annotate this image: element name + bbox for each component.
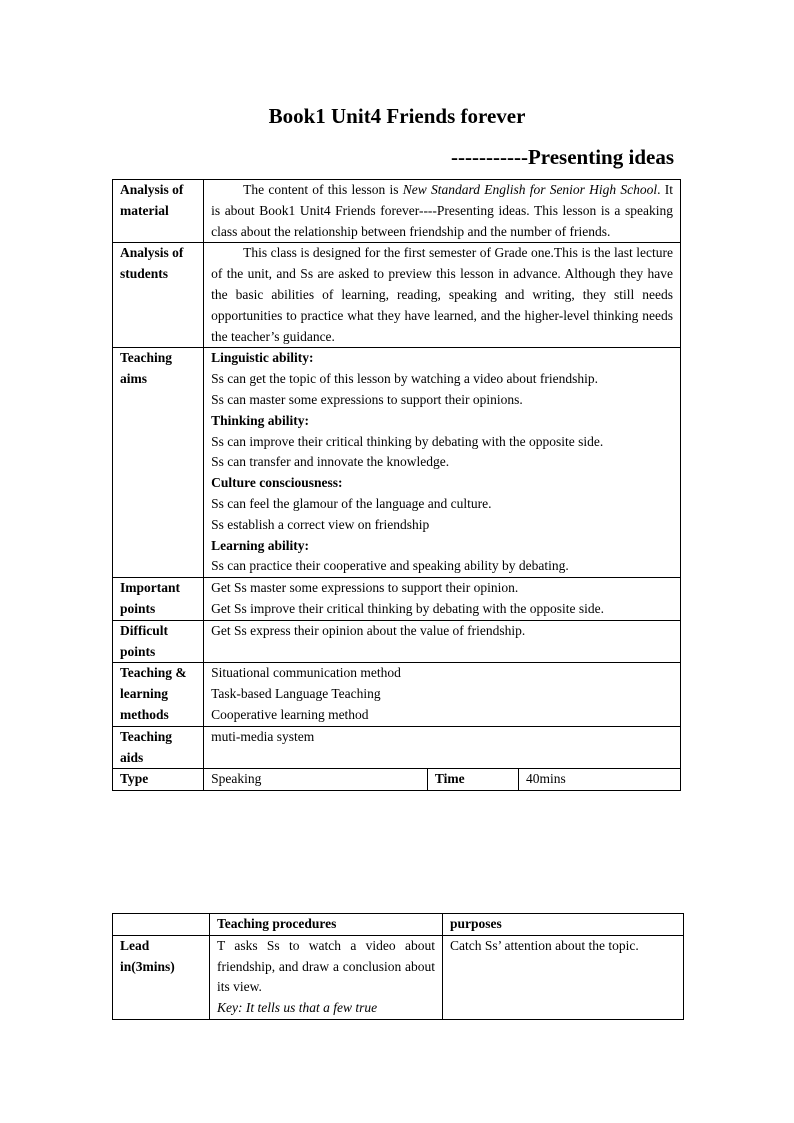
aim-culture-2: Ss establish a correct view on friendship — [211, 516, 430, 532]
value-type: Speaking — [204, 769, 428, 791]
page-title: Book1 Unit4 Friends forever — [268, 104, 526, 128]
purpose-text: Catch Ss’ attention about the topic. — [443, 935, 684, 1019]
label-teaching-aids: Teaching aids — [113, 726, 204, 769]
method-1: Situational communication method — [211, 665, 401, 681]
header-teaching-procedures: Teaching procedures — [210, 914, 443, 936]
procedures-table — [112, 913, 684, 1020]
text-analysis-material: The content of this lesson is New Standard English for Senior High School. It is about Book1 Unit4 Friends forever----Presenting ideas. This lesson is a speaking class about the relationship between friendship and the number of friends. — [204, 180, 681, 243]
row-difficult-points — [113, 620, 681, 663]
aim-linguistic-1: Ss can get the topic of this lesson by watching a video about friendship. — [211, 371, 599, 387]
procedures-header-row — [113, 914, 684, 936]
heading-thinking-ability: Thinking ability: — [211, 412, 310, 428]
label-type: Type — [113, 769, 204, 791]
heading-learning-ability: Learning ability: — [211, 537, 309, 553]
text-difficult-points: Get Ss express their opinion about the value of friendship. — [204, 620, 681, 663]
lesson-plan-table — [112, 179, 681, 791]
procedure-text — [210, 935, 443, 1019]
textbook-title: New Standard English for Senior High School — [402, 182, 658, 197]
header-empty — [113, 914, 210, 936]
heading-culture-consciousness: Culture consciousness: — [211, 475, 343, 491]
aim-thinking-2: Ss can transfer and innovate the knowledge. — [211, 454, 450, 470]
header-purposes: purposes — [443, 914, 684, 936]
procedure-key: Key: It tells us that a few true — [217, 1000, 378, 1016]
label-analysis-material: Analysis of material — [113, 180, 204, 243]
text-methods — [204, 663, 681, 726]
row-teaching-aims — [113, 348, 681, 578]
row-analysis-material — [113, 180, 681, 243]
text-teaching-aims — [204, 348, 681, 578]
label-time: Time — [427, 769, 518, 791]
label-important-points: Important points — [113, 578, 204, 621]
row-analysis-students — [113, 243, 681, 348]
label-analysis-students: Analysis of students — [113, 243, 204, 348]
procedure-description: T asks Ss to watch a video about friendship, and draw a conclusion about its view. — [217, 937, 435, 995]
important-point-1: Get Ss master some expressions to support their opinion. — [211, 580, 519, 596]
aim-thinking-1: Ss can improve their critical thinking by debating with the opposite side. — [211, 433, 604, 449]
heading-linguistic-ability: Linguistic ability: — [211, 350, 314, 366]
row-type — [113, 769, 681, 791]
page-subtitle: -----------Presenting ideas — [451, 145, 674, 169]
row-teaching-aids — [113, 726, 681, 769]
text-teaching-aids: muti-media system — [204, 726, 681, 769]
method-3: Cooperative learning method — [211, 706, 369, 722]
aim-culture-1: Ss can feel the glamour of the language and culture. — [211, 495, 492, 511]
label-difficult-points: Difficult points — [113, 620, 204, 663]
stage-lead-in: Lead in(3mins) — [113, 935, 210, 1019]
important-point-2: Get Ss improve their critical thinking by debating with the opposite side. — [211, 600, 605, 616]
row-important-points — [113, 578, 681, 621]
aim-learning-1: Ss can practice their cooperative and speaking ability by debating. — [211, 558, 569, 574]
aim-linguistic-2: Ss can master some expressions to support their opinions. — [211, 391, 523, 407]
label-methods: Teaching & learning methods — [113, 663, 204, 726]
row-methods — [113, 663, 681, 726]
method-2: Task-based Language Teaching — [211, 686, 381, 702]
label-teaching-aims: Teaching aims — [113, 348, 204, 578]
value-time: 40mins — [518, 769, 680, 791]
procedure-row — [113, 935, 684, 1019]
text-important-points — [204, 578, 681, 621]
text-analysis-students: This class is designed for the first semester of Grade one.This is the last lecture of the unit, and Ss are asked to preview this lesson in advance. Although they have the basic abilities of learning, reading, speaking and writing, they still needs opportunities to practice what they have learned, and the higher-level thinking needs the teacher’s guidance. — [204, 243, 681, 348]
